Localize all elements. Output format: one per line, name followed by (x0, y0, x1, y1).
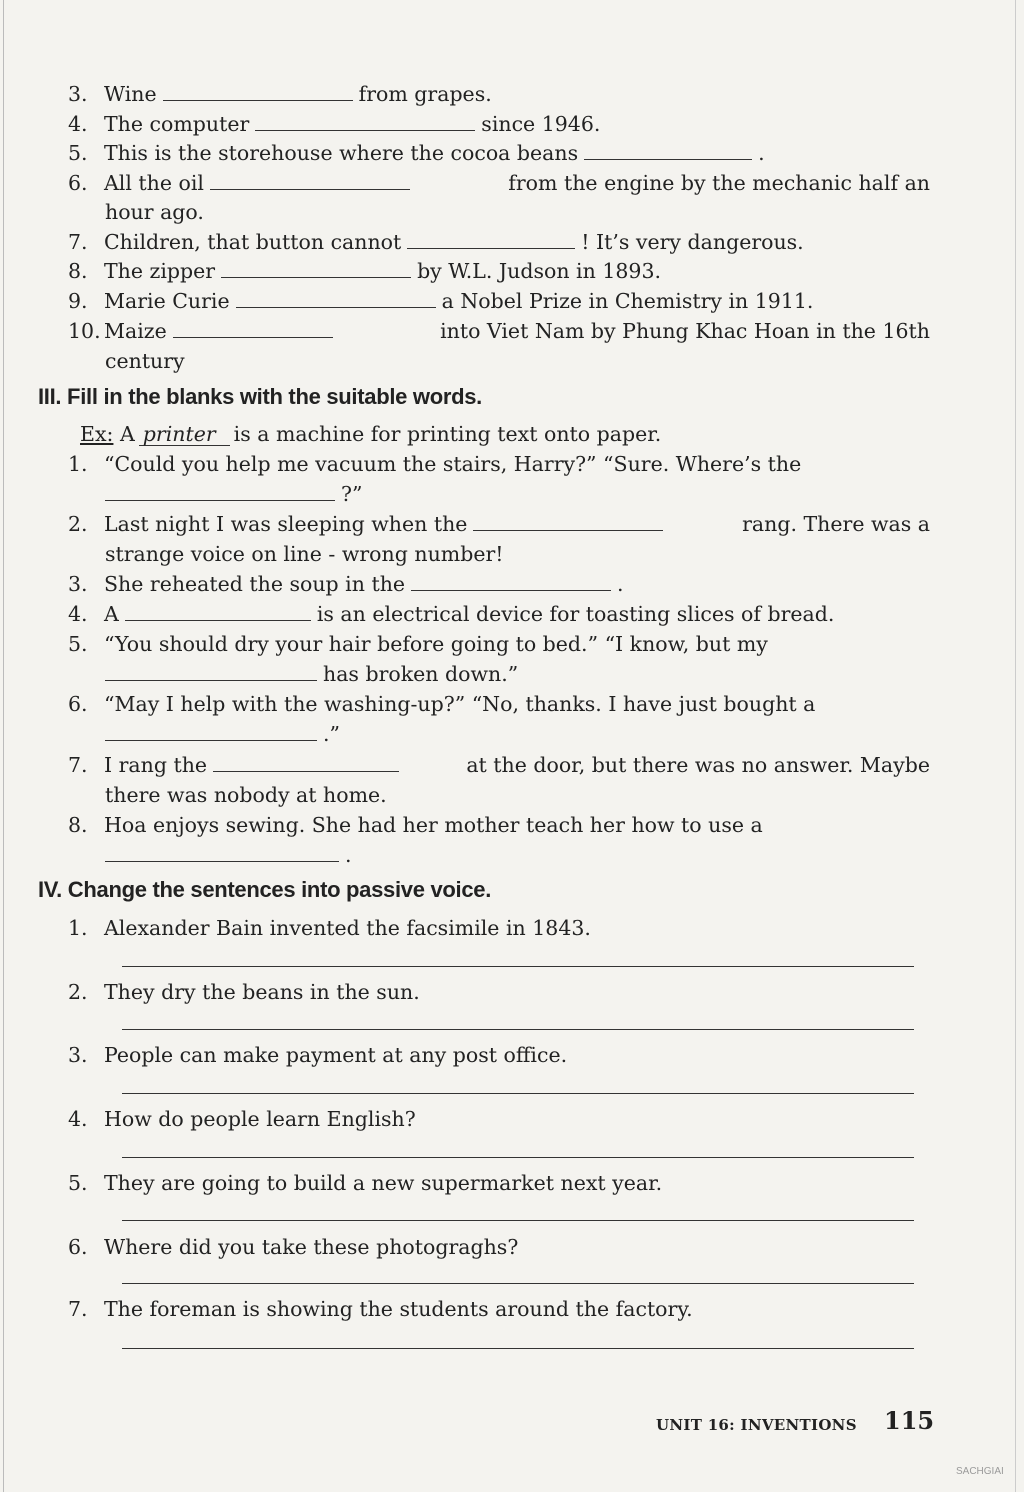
item-text: Maize (104, 319, 167, 343)
item-number: 6. (68, 692, 88, 716)
item-continuation: there was nobody at home. (105, 783, 387, 807)
item-continuation (105, 719, 340, 749)
item-text: . (758, 141, 765, 165)
item-continuation (105, 659, 518, 689)
item-text: at the door, but there was no answer. Maybe (466, 753, 930, 777)
item-number: 6. (68, 171, 88, 195)
unit-footer: UNIT 16: INVENTIONS (656, 1416, 857, 1434)
item-continuation (105, 479, 362, 509)
exercise-item (68, 629, 930, 659)
item-number: 5. (68, 1171, 88, 1195)
exercise-item (68, 1104, 930, 1134)
exercise-item (68, 449, 930, 479)
answer-line[interactable] (122, 1283, 914, 1284)
item-text: “Could you help me vacuum the stairs, Harry?” “Sure. Where’s the (104, 452, 802, 476)
item-text: People can make payment at any post office. (104, 1043, 568, 1067)
answer-blank[interactable] (584, 139, 752, 160)
exercise-item (68, 1040, 930, 1070)
example-line (80, 419, 942, 449)
item-number: 3. (68, 1043, 88, 1067)
answer-blank[interactable] (407, 228, 575, 249)
item-text: The zipper (104, 259, 216, 283)
item-text: rang. There was a (742, 512, 930, 536)
item-text: by W.L. Judson in 1893. (417, 259, 662, 283)
item-text: from the engine by the mechanic half an (508, 171, 930, 195)
item-number: 2. (68, 512, 88, 536)
item-number: 3. (68, 82, 88, 106)
item-number: 1. (68, 452, 88, 476)
answer-line[interactable] (122, 966, 914, 967)
item-text: Last night I was sleeping when the (104, 512, 468, 536)
item-text: Wine (104, 82, 157, 106)
example-label: Ex: (80, 422, 114, 446)
exercise-item (68, 109, 930, 139)
item-continuation: hour ago. (105, 200, 204, 224)
item-number: 9. (68, 289, 88, 313)
answer-blank[interactable] (221, 257, 411, 278)
item-text: They are going to build a new supermarket next year. (104, 1171, 663, 1195)
item-text: A (119, 422, 135, 446)
answer-blank[interactable] (236, 287, 436, 308)
item-text: . (345, 843, 352, 867)
section-heading: III. Fill in the blanks with the suitable words. (38, 384, 482, 409)
answer-blank[interactable] (210, 169, 410, 190)
item-text: The foreman is showing the students around the factory. (104, 1297, 693, 1321)
exercise-item (68, 138, 930, 168)
item-text: . (617, 572, 624, 596)
exercise-item (68, 810, 930, 840)
item-text: into Viet Nam by Phung Khac Hoan in the 16th (440, 319, 930, 343)
item-number: 4. (68, 112, 88, 136)
page-edge (3, 0, 4, 1492)
item-text: Marie Curie (104, 289, 230, 313)
exercise-item (68, 913, 930, 943)
answer-line[interactable] (122, 1029, 914, 1030)
exercise-item (68, 79, 930, 109)
exercise-item (68, 569, 930, 599)
item-text: Children, that button cannot (104, 230, 402, 254)
item-number: 10. (68, 319, 101, 343)
item-text: I rang the (104, 753, 208, 777)
answer-blank[interactable] (125, 600, 311, 621)
item-text: has broken down.” (323, 662, 519, 686)
answer-line[interactable] (122, 1157, 914, 1158)
answer-blank[interactable] (255, 110, 475, 131)
item-continuation (105, 840, 352, 870)
item-number: 7. (68, 753, 88, 777)
item-number: 5. (68, 141, 88, 165)
answer-line[interactable] (122, 1093, 914, 1094)
item-text: Where did you take these photograghs? (104, 1235, 519, 1259)
answer-blank[interactable] (213, 751, 399, 772)
answer-blank[interactable] (105, 660, 317, 681)
item-continuation: strange voice on line - wrong number! (105, 542, 504, 566)
item-number: 8. (68, 813, 88, 837)
answer-line[interactable] (122, 1348, 914, 1349)
item-text: She reheated the soup in the (104, 572, 406, 596)
item-text: .” (323, 722, 340, 746)
exercise-item (68, 977, 930, 1007)
item-number: 8. (68, 259, 88, 283)
item-text: The computer (104, 112, 250, 136)
answer-blank[interactable] (473, 510, 663, 531)
exercise-item (68, 1232, 930, 1262)
item-continuation: century (105, 349, 185, 373)
item-text: Alexander Bain invented the facsimile in 1843. (104, 916, 591, 940)
exercise-item (68, 316, 930, 346)
exercise-item (68, 286, 930, 316)
page-edge (1015, 0, 1016, 1492)
answer-blank[interactable] (105, 841, 339, 862)
exercise-item (68, 750, 930, 780)
answer-blank[interactable] (411, 570, 611, 591)
item-text: from grapes. (358, 82, 492, 106)
item-text: is an electrical device for toasting slices of bread. (316, 602, 835, 626)
item-text: ! It’s very dangerous. (581, 230, 804, 254)
item-number: 7. (68, 1297, 88, 1321)
item-number: 5. (68, 632, 88, 656)
exercise-item (68, 227, 930, 257)
item-number: 6. (68, 1235, 88, 1259)
page-number: 115 (884, 1406, 935, 1435)
item-text: This is the storehouse where the cocoa beans (104, 141, 579, 165)
watermark-logo: SACHGIAI (956, 1466, 1004, 1477)
item-number: 1. (68, 916, 88, 940)
item-number: 4. (68, 1107, 88, 1131)
exercise-item (68, 599, 930, 629)
item-number: 4. (68, 602, 88, 626)
item-text: A (104, 602, 119, 626)
answer-blank[interactable] (163, 80, 353, 101)
item-text: “May I help with the washing-up?” “No, thanks. I have just bought a (104, 692, 816, 716)
item-text: a Nobel Prize in Chemistry in 1911. (441, 289, 814, 313)
item-number: 2. (68, 980, 88, 1004)
exercise-item (68, 1294, 930, 1324)
item-text: They dry the beans in the sun. (104, 980, 420, 1004)
item-text: since 1946. (481, 112, 601, 136)
item-text: is a machine for printing text onto paper. (233, 422, 662, 446)
item-number: 3. (68, 572, 88, 596)
section-heading: IV. Change the sentences into passive voice. (38, 877, 492, 902)
exercise-item (68, 168, 930, 198)
exercise-item (68, 689, 930, 719)
item-number: 7. (68, 230, 88, 254)
exercise-item (68, 256, 930, 286)
item-text: Hoa enjoys sewing. She had her mother teach her how to use a (104, 813, 763, 837)
item-text: ?” (341, 482, 363, 506)
item-text: How do people learn English? (104, 1107, 416, 1131)
item-text: All the oil (104, 171, 204, 195)
example-answer: printer (139, 423, 230, 446)
answer-blank[interactable] (105, 480, 335, 501)
exercise-item (68, 509, 930, 539)
answer-line[interactable] (122, 1220, 914, 1221)
exercise-item (68, 1168, 930, 1198)
item-text: “You should dry your hair before going to bed.” “I know, but my (104, 632, 768, 656)
answer-blank[interactable] (105, 720, 317, 741)
answer-blank[interactable] (173, 317, 333, 338)
